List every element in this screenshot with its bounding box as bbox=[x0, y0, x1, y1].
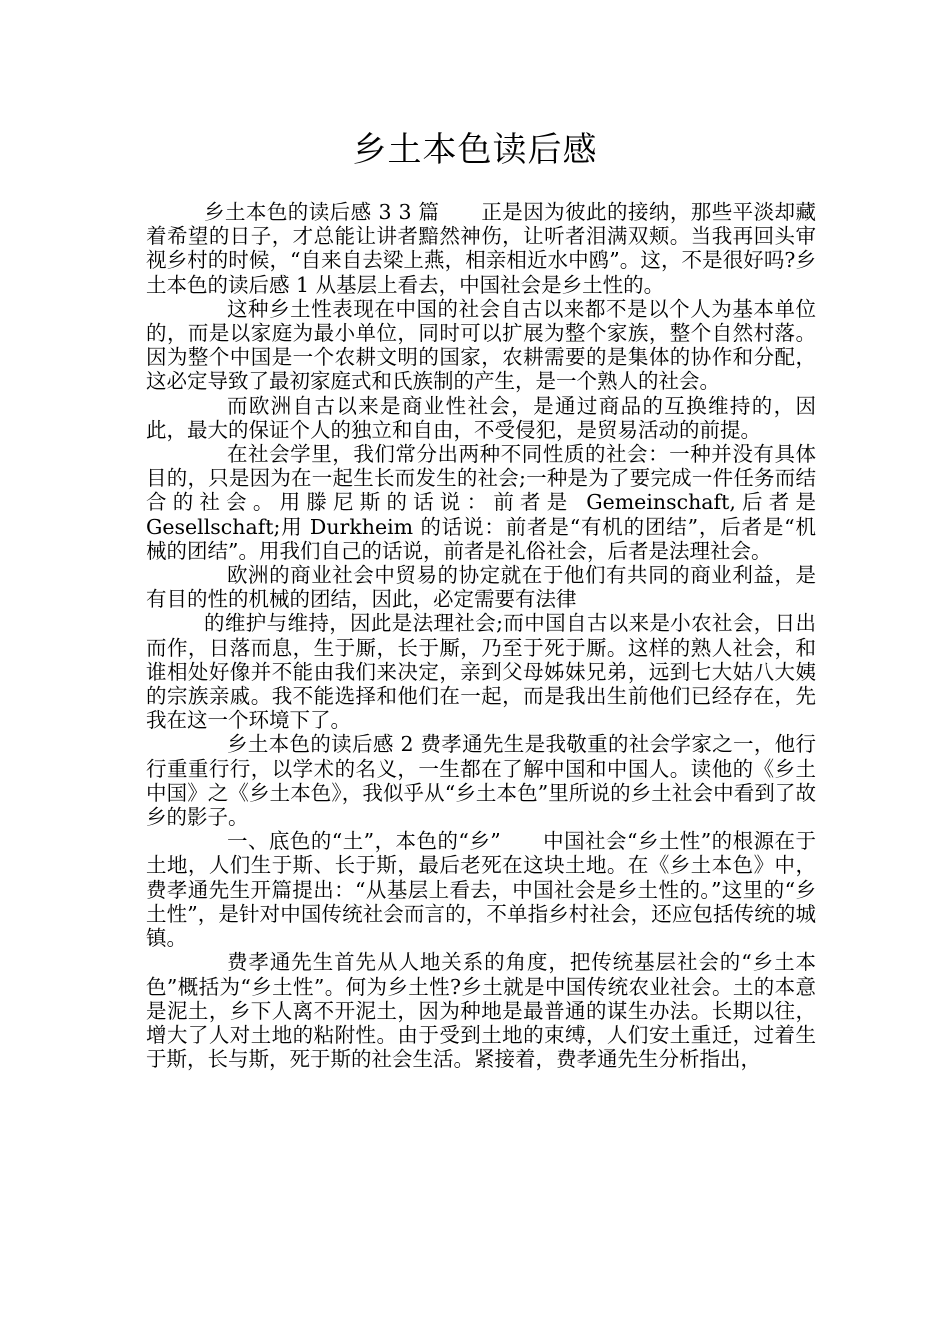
paragraph-1: 乡土本色的读后感 3 3 篇 正是因为彼此的接纳，那些平淡却藏着希望的日子，才总能让讲者黯然神伤，让听者泪满双颊。当我再回头审视乡村的时候，“自来自去梁上燕，相亲相近水中鸥”。这，不是很好吗?乡土本色的读后感 1 从基层上看去，中国社会是乡土性的。 bbox=[146, 200, 816, 297]
paragraph-7: 乡土本色的读后感 2 费孝通先生是我敬重的社会学家之一，他行行重重行行，以学术的名义，一生都在了解中国和中国人。读他的《乡土中国》之《乡土本色》，我似乎从“乡土本色”里所说的乡土社会中看到了故乡的影子。 bbox=[146, 732, 816, 830]
paragraph-3: 而欧洲自古以来是商业性社会，是通过商品的互换维持的，因此，最大的保证个人的独立和自由，不受侵犯，是贸易活动的前提。 bbox=[146, 393, 816, 442]
document-title: 乡土本色读后感 bbox=[352, 130, 598, 170]
paragraph-4: 在社会学里，我们常分出两种不同性质的社会：一种并没有具体目的，只是因为在一起生长而发生的社会;一种是为了要完成一件任务而结合的社会。用滕尼斯的话说：前者是 Gemeinschaft,后者是 Gesellschaft;用 Durkheim 的话说：前者是“有机的团结”，后者是“机械的团结”。用我们自己的话说，前者是礼俗社会，后者是法理社会。 bbox=[146, 442, 816, 563]
paragraph-5: 欧洲的商业社会中贸易的协定就在于他们有共同的商业利益，是有目的性的机械的团结，因此，必定需要有法律 bbox=[146, 563, 816, 612]
document-body bbox=[146, 200, 816, 1071]
paragraph-8: 一、底色的“土”，本色的“乡” 中国社会“乡土性”的根源在于土地，人们生于斯、长于斯，最后老死在这块土地。在《乡土本色》中，费孝通先生开篇提出：“从基层上看去，中国社会是乡土性的。”这里的“乡土性”，是针对中国传统社会而言的，不单指乡村社会，还应包括传统的城镇。 bbox=[146, 829, 816, 951]
paragraph-9: 费孝通先生首先从人地关系的角度，把传统基层社会的“乡土本色”概括为“乡土性”。何为乡土性?乡土就是中国传统农业社会。土的本意是泥土，乡下人离不开泥土，因为种地是最普通的谋生办法。长期以往，增大了人对土地的粘附性。由于受到土地的束缚，人们安土重迁，过着生于斯，长与斯，死于斯的社会生活。紧接着，费孝通先生分析指出， bbox=[146, 950, 816, 1072]
paragraph-2: 这种乡土性表现在中国的社会自古以来都不是以个人为基本单位的，而是以家庭为最小单位，同时可以扩展为整个家族，整个自然村落。因为整个中国是一个农耕文明的国家，农耕需要的是集体的协作和分配，这必定导致了最初家庭式和氏族制的产生，是一个熟人的社会。 bbox=[146, 296, 816, 394]
paragraph-6: 的维护与维持，因此是法理社会;而中国自古以来是小农社会，日出而作，日落而息，生于厮，长于厮，乃至于死于厮。这样的熟人社会，和谁相处好像并不能由我们来决定，亲到父母姊妹兄弟，远到七大姑八大姨的宗族亲戚。我不能选择和他们在一起，而是我出生前他们已经存在，先我在这一个环境下了。 bbox=[146, 611, 816, 733]
